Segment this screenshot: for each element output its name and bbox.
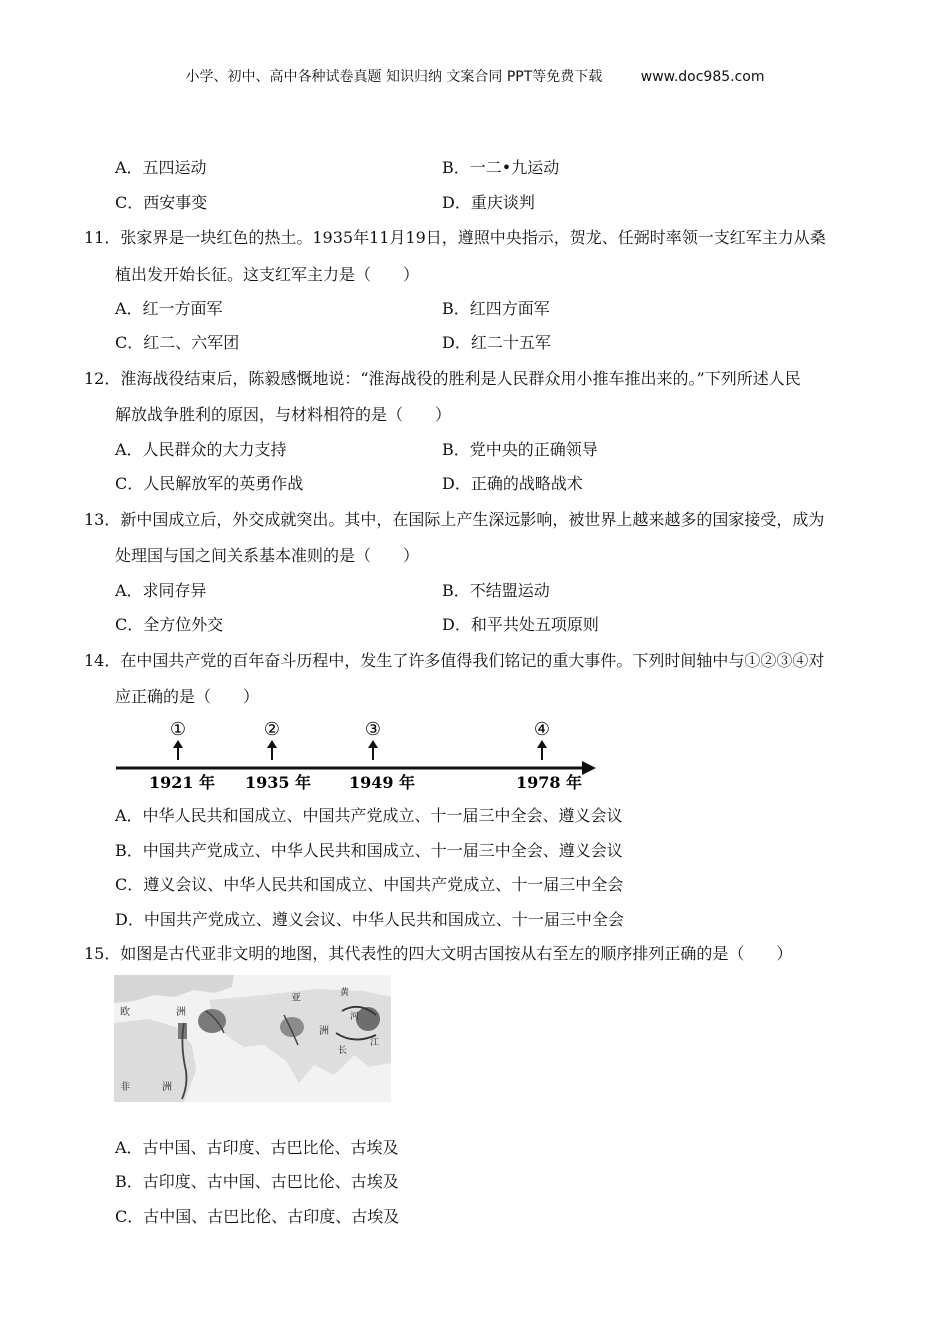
q14-option-a[interactable]: A．中华人民共和国成立、中国共产党成立、十一届三中全会、遵义会议 (115, 806, 623, 825)
q12-stem-line2: 解放战争胜利的原因，与材料相符的是（ ） (115, 405, 452, 424)
timeline-marker-3: ③ (364, 719, 382, 740)
q13-option-a[interactable]: A．求同存异 (115, 581, 207, 600)
timeline-year-1: 1921 年 (148, 773, 216, 792)
q10-option-c[interactable]: C．西安事变 (115, 193, 208, 212)
q12-option-d[interactable]: D．正确的战略战术 (442, 474, 583, 493)
q13-option-b[interactable]: B．不结盟运动 (442, 581, 550, 600)
q12-option-b[interactable]: B．党中央的正确领导 (442, 440, 598, 459)
q13-option-c[interactable]: C．全方位外交 (115, 615, 224, 634)
header-site-link[interactable]: www.doc985.com (640, 69, 765, 85)
q12-option-a[interactable]: A．人民群众的大力支持 (115, 440, 287, 459)
timeline-marker-1: ① (169, 719, 187, 740)
map-label-yellow: 黄 (340, 988, 350, 998)
q11-stem-line1: 11．张家界是一块红色的热土。1935年11月19日，遵照中央指示，贺龙、任弼时率领一支红军主力从桑 (84, 228, 826, 247)
map-label-yangtze-1: 长 (338, 1046, 348, 1056)
q14-stem-line1: 14．在中国共产党的百年奋斗历程中，发生了许多值得我们铭记的重大事件。下列时间轴中与①②③④对 (84, 651, 825, 670)
map-region-india (280, 1017, 304, 1037)
q10-option-d[interactable]: D．重庆谈判 (442, 193, 535, 212)
map-label-africa-1: 非 (120, 1082, 130, 1093)
q12-option-c[interactable]: C．人民解放军的英勇作战 (115, 474, 304, 493)
timeline-year-3: 1949 年 (348, 773, 416, 792)
q11-option-b[interactable]: B．红四方面军 (442, 299, 550, 318)
q11-option-a[interactable]: A．红一方面军 (115, 299, 223, 318)
timeline-marker-2: ② (263, 719, 281, 740)
q14-stem-line2: 应正确的是（ ） (115, 687, 260, 706)
page-header (0, 66, 950, 86)
q11-option-c[interactable]: C．红二、六军团 (115, 333, 240, 352)
q15-stem: 15．如图是古代亚非文明的地图，其代表性的四大文明古国按从右至左的顺序排列正确的是（ ） (84, 944, 793, 963)
map-label-river: 河 (350, 1012, 360, 1022)
map-label-asia-1: 亚 (291, 993, 301, 1004)
timeline-pointer-head-4 (537, 740, 547, 748)
q15-option-c[interactable]: C．古中国、古巴比伦、古印度、古埃及 (115, 1207, 400, 1226)
q13-stem-line1: 13．新中国成立后，外交成就突出。其中，在国际上产生深远影响，被世界上越来越多的国家接受，成为 (84, 510, 825, 529)
timeline-arrowhead (582, 761, 596, 775)
timeline-pointer-head-3 (368, 740, 378, 748)
map-label-africa-2: 洲 (162, 1082, 172, 1093)
q14-option-d[interactable]: D．中国共产党成立、遵义会议、中华人民共和国成立、十一届三中全会 (115, 910, 624, 929)
q10-option-a[interactable]: A．五四运动 (115, 158, 207, 177)
q11-stem-line2: 植出发开始长征。这支红军主力是（ ） (115, 265, 420, 284)
q10-option-b[interactable]: B．一二•九运动 (442, 158, 560, 177)
timeline-pointer-head-2 (267, 740, 277, 748)
header-text: 小学、初中、高中各种试卷真题 知识归纳 文案合同 PPT等免费下载 (185, 69, 603, 85)
timeline-figure (110, 712, 610, 796)
q11-option-d[interactable]: D．红二十五军 (442, 333, 551, 352)
q12-stem-line1: 12．淮海战役结束后，陈毅感慨地说：“淮海战役的胜利是人民群众用小推车推出来的。”下列所述人民 (84, 369, 801, 388)
q15-option-a[interactable]: A．古中国、古印度、古巴比伦、古埃及 (115, 1138, 399, 1157)
timeline-marker-4: ④ (533, 719, 551, 740)
q15-option-b[interactable]: B．古印度、古中国、古巴比伦、古埃及 (115, 1172, 399, 1191)
q13-option-d[interactable]: D．和平共处五项原则 (442, 615, 599, 634)
q13-stem-line2: 处理国与国之间关系基本准则的是（ ） (115, 546, 420, 565)
q14-option-c[interactable]: C．遵义会议、中华人民共和国成立、中国共产党成立、十一届三中全会 (115, 875, 624, 894)
map-label-asia-2: 洲 (319, 1026, 329, 1037)
timeline-pointer-head-1 (173, 740, 183, 748)
map-label-europe-2: 洲 (176, 1007, 186, 1018)
timeline-year-2: 1935 年 (244, 773, 312, 792)
map-label-europe-1: 欧 (120, 1007, 130, 1018)
q14-option-b[interactable]: B．中国共产党成立、中华人民共和国成立、十一届三中全会、遵义会议 (115, 841, 623, 860)
timeline-year-4: 1978 年 (515, 773, 583, 792)
ancient-civilizations-map (114, 975, 391, 1102)
map-label-yangtze-2: 江 (370, 1038, 380, 1048)
